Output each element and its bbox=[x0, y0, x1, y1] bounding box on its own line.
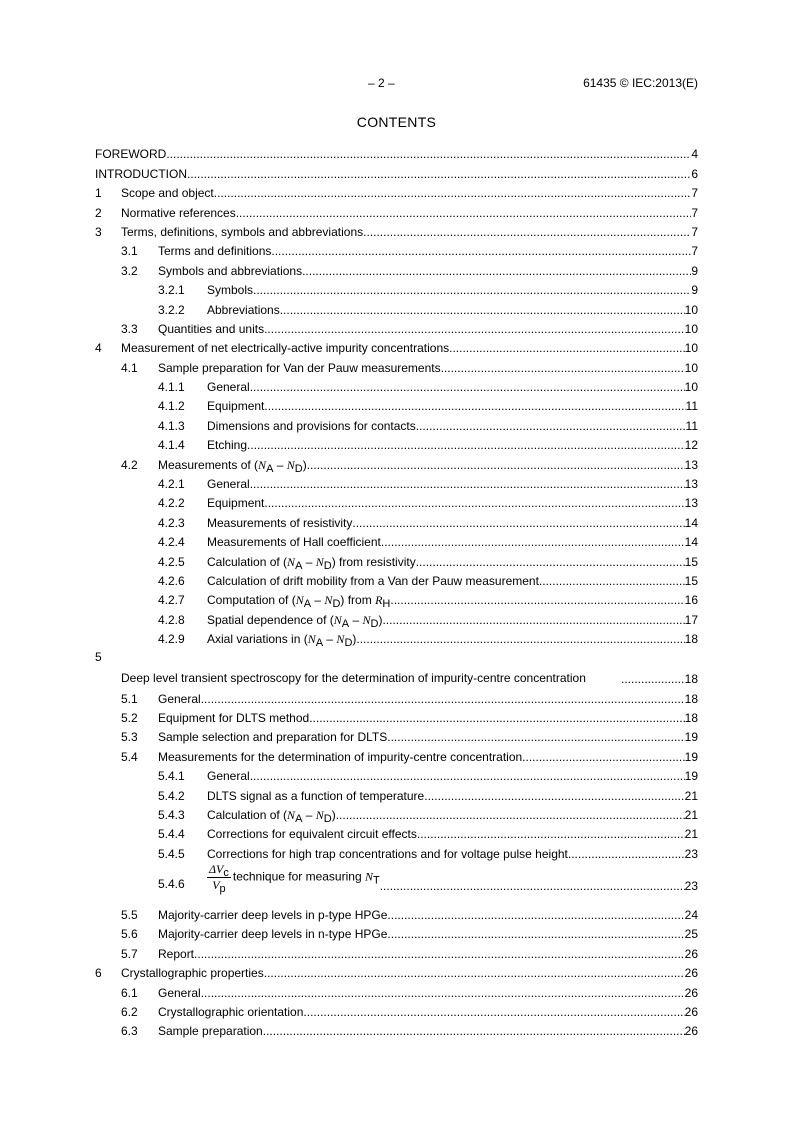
toc-entry-page: 14 bbox=[684, 515, 698, 530]
toc-entry-number: 5.1 bbox=[121, 691, 138, 706]
toc-entry[interactable] bbox=[95, 183, 698, 202]
toc-entry-title: $\frac{\Delta V_c}{V_p}$ technique for measuring $N_T$ bbox=[209, 861, 380, 895]
toc-entry-page: 19 bbox=[684, 769, 698, 784]
toc-entry[interactable] bbox=[95, 843, 698, 862]
toc-entry-number: 1 bbox=[95, 186, 102, 201]
toc-entry-title: DLTS signal as a function of temperature bbox=[207, 788, 425, 803]
dot-leader bbox=[309, 711, 684, 727]
toc-entry-title: Deep level transient spectroscopy for the determination of impurity-centre concentration bbox=[121, 671, 586, 686]
toc-entry-page: 9 bbox=[691, 263, 698, 278]
dot-leader bbox=[424, 789, 684, 805]
toc-entry-title: Quantities and units bbox=[158, 321, 265, 336]
toc-entry-page: 26 bbox=[684, 946, 698, 961]
dot-leader bbox=[387, 730, 684, 746]
toc-entry-page: 10 bbox=[684, 302, 698, 317]
toc-entry-page: 9 bbox=[691, 283, 698, 298]
toc-entry-page: 10 bbox=[684, 360, 698, 375]
toc-entry-number: 5.7 bbox=[121, 946, 138, 961]
dot-leader bbox=[250, 380, 685, 396]
toc-entry-page: 7 bbox=[691, 205, 698, 220]
toc-entry[interactable] bbox=[95, 1002, 698, 1021]
toc-entry[interactable] bbox=[95, 474, 698, 493]
toc-entry-title: Calculation of $(N_A - N_D)$ from resistivity bbox=[207, 554, 416, 572]
toc-entry-title: INTRODUCTION bbox=[95, 166, 187, 181]
toc-entry-number: 5.6 bbox=[121, 927, 138, 942]
toc-entry-number: 4.2.1 bbox=[158, 477, 185, 492]
toc-entry-number: 4.2.7 bbox=[158, 593, 185, 608]
toc-entry-title: General bbox=[207, 769, 250, 784]
fraction-delta-vc-over-vp: $\frac{\Delta V_c}{V_p}$ bbox=[209, 861, 229, 895]
toc-entry[interactable] bbox=[95, 824, 698, 843]
toc-entry-number: 5.4.3 bbox=[158, 807, 185, 822]
toc-entry-number: 5.4.2 bbox=[158, 788, 185, 803]
dot-leader bbox=[621, 672, 685, 688]
toc-entry-number: 3 bbox=[95, 224, 102, 239]
toc-entry-page: 15 bbox=[684, 573, 698, 588]
toc-entry-title: Corrections for high trap concentrations and for voltage pulse height bbox=[207, 846, 568, 861]
toc-entry[interactable] bbox=[95, 648, 698, 688]
toc-entry-page: 23 bbox=[684, 878, 698, 893]
dot-leader bbox=[568, 847, 685, 863]
toc-entry-number: 4 bbox=[95, 341, 102, 356]
toc-entry-title: Measurements of resistivity bbox=[207, 515, 353, 530]
dot-leader bbox=[387, 927, 684, 943]
dot-leader bbox=[253, 283, 691, 299]
toc-entry-number: 3.2 bbox=[121, 263, 138, 278]
toc-entry-title: Corrections for equivalent circuit effects bbox=[207, 827, 417, 842]
toc-entry[interactable] bbox=[95, 532, 698, 551]
toc-entry-page: 14 bbox=[684, 535, 698, 550]
dot-leader bbox=[264, 966, 685, 982]
toc-entry-title: Calculation of $(N_A - N_D)$ bbox=[207, 807, 336, 825]
toc-entry-number: 4.1.1 bbox=[158, 380, 185, 395]
toc-entry-number: 5.2 bbox=[121, 710, 138, 725]
toc-entry[interactable] bbox=[95, 338, 698, 357]
dot-leader bbox=[381, 535, 685, 551]
toc-entry-title: Axial variations in $(N_A - N_D)$ bbox=[207, 632, 357, 650]
toc-entry-number: 3.2.1 bbox=[158, 283, 185, 298]
toc-entry-number: 4.1.3 bbox=[158, 418, 185, 433]
toc-entry-number: 4.2.3 bbox=[158, 515, 185, 530]
toc-entry-page: 6 bbox=[691, 166, 698, 181]
dot-leader bbox=[417, 827, 685, 843]
toc-entry-page: 26 bbox=[684, 1024, 698, 1039]
dot-leader bbox=[264, 322, 685, 338]
toc-entry-number: 3.3 bbox=[121, 321, 138, 336]
toc-entry-number: 4.2.4 bbox=[158, 535, 185, 550]
toc-entry-page: 17 bbox=[684, 612, 698, 627]
toc-entry-number: 4.1 bbox=[121, 360, 138, 375]
toc-entry-number: 6 bbox=[95, 966, 102, 981]
toc-entry[interactable] bbox=[95, 943, 698, 962]
toc-entry-number: 5 bbox=[95, 650, 102, 665]
dot-leader bbox=[201, 692, 685, 708]
toc-entry[interactable] bbox=[95, 454, 698, 473]
toc-entry-number: 3.1 bbox=[121, 244, 138, 259]
toc-entry-page: 13 bbox=[684, 457, 698, 472]
toc-entry-page: 10 bbox=[684, 380, 698, 395]
dot-leader bbox=[201, 986, 685, 1002]
toc-entry-page: 25 bbox=[684, 927, 698, 942]
toc-entry-number: 4.1.2 bbox=[158, 399, 185, 414]
dot-leader bbox=[264, 496, 684, 512]
dot-leader bbox=[356, 632, 684, 648]
toc-entry-title: FOREWORD bbox=[95, 147, 167, 162]
toc-entry-number: 4.2.9 bbox=[158, 632, 185, 647]
toc-entry-title: Majority-carrier deep levels in n-type HPGe bbox=[158, 927, 388, 942]
toc-entry-page: 18 bbox=[684, 691, 698, 706]
dot-leader bbox=[303, 1005, 684, 1021]
dot-leader bbox=[390, 593, 684, 609]
toc-entry-title: Sample preparation for Van der Pauw measurements bbox=[158, 360, 441, 375]
toc-entry[interactable] bbox=[95, 415, 698, 434]
toc-entry[interactable] bbox=[95, 144, 698, 163]
dot-leader bbox=[250, 769, 685, 785]
dot-leader bbox=[380, 879, 685, 905]
dot-leader bbox=[307, 458, 685, 474]
toc-entry[interactable] bbox=[95, 493, 698, 512]
toc-entry[interactable] bbox=[95, 280, 698, 299]
dot-leader bbox=[302, 264, 691, 280]
page-number: – 2 – bbox=[368, 76, 395, 90]
toc-entry-page: 11 bbox=[685, 399, 698, 414]
dot-leader bbox=[263, 1024, 685, 1040]
toc-entry[interactable] bbox=[95, 708, 698, 727]
toc-entry[interactable] bbox=[95, 241, 698, 260]
toc-entry[interactable] bbox=[95, 785, 698, 804]
toc-entry[interactable] bbox=[95, 766, 698, 785]
toc-entry-title: Normative references bbox=[121, 205, 236, 220]
toc-entry-number: 2 bbox=[95, 205, 102, 220]
table-of-contents bbox=[95, 144, 698, 1040]
toc-entry[interactable] bbox=[95, 924, 698, 943]
toc-entry-page: 19 bbox=[684, 730, 698, 745]
toc-entry-title: Crystallographic properties bbox=[121, 966, 264, 981]
toc-entry-number: 5.4.4 bbox=[158, 827, 185, 842]
toc-entry-number: 6.1 bbox=[121, 985, 138, 1000]
toc-entry[interactable] bbox=[95, 963, 698, 982]
toc-entry[interactable] bbox=[95, 863, 698, 905]
dot-leader bbox=[416, 555, 685, 571]
toc-entry-title: Etching bbox=[207, 438, 248, 453]
dot-leader bbox=[214, 186, 692, 202]
toc-entry-number: 5.4.5 bbox=[158, 846, 185, 861]
toc-entry-title: Equipment for DLTS method bbox=[158, 710, 310, 725]
toc-entry-number: 3.2.2 bbox=[158, 302, 185, 317]
dot-leader bbox=[236, 206, 692, 222]
toc-entry-title: General bbox=[158, 691, 201, 706]
dot-leader bbox=[352, 516, 684, 532]
toc-entry-title: Majority-carrier deep levels in p-type HPGe bbox=[158, 908, 388, 923]
toc-entry-number: 6.3 bbox=[121, 1024, 138, 1039]
toc-entry-number: 5.5 bbox=[121, 908, 138, 923]
toc-entry-title: Abbreviations bbox=[207, 302, 280, 317]
toc-entry-number: 6.2 bbox=[121, 1005, 138, 1020]
toc-entry-title: Measurements for the determination of impurity-centre concentration bbox=[158, 749, 523, 764]
toc-entry-page: 26 bbox=[684, 966, 698, 981]
toc-entry-title: General bbox=[207, 380, 250, 395]
toc-entry[interactable] bbox=[95, 299, 698, 318]
toc-entry[interactable] bbox=[95, 396, 698, 415]
toc-entry-page: 26 bbox=[684, 1005, 698, 1020]
toc-entry[interactable] bbox=[95, 805, 698, 824]
toc-entry[interactable] bbox=[95, 319, 698, 338]
toc-entry-number: 5.4.6 bbox=[158, 876, 185, 891]
toc-entry[interactable] bbox=[95, 571, 698, 590]
dot-leader bbox=[382, 613, 684, 629]
toc-entry[interactable] bbox=[95, 512, 698, 531]
toc-entry-number: 4.2.2 bbox=[158, 496, 185, 511]
toc-entry[interactable] bbox=[95, 629, 698, 648]
toc-entry-number: 4.1.4 bbox=[158, 438, 185, 453]
toc-entry[interactable] bbox=[95, 1021, 698, 1040]
dot-leader bbox=[539, 574, 685, 590]
dot-leader bbox=[336, 808, 685, 824]
toc-entry-page: 23 bbox=[684, 846, 698, 861]
toc-entry[interactable] bbox=[95, 551, 698, 570]
toc-entry[interactable] bbox=[95, 377, 698, 396]
toc-entry[interactable] bbox=[95, 260, 698, 279]
toc-entry-number: 5.4 bbox=[121, 749, 138, 764]
dot-leader bbox=[247, 438, 685, 454]
toc-entry-page: 16 bbox=[684, 593, 698, 608]
dot-leader bbox=[416, 419, 686, 435]
toc-entry-title: Scope and object bbox=[121, 186, 214, 201]
dot-leader bbox=[387, 908, 684, 924]
toc-entry-title: Terms, definitions, symbols and abbreviations bbox=[121, 224, 364, 239]
toc-entry-title: Dimensions and provisions for contacts bbox=[207, 418, 416, 433]
toc-entry[interactable] bbox=[95, 727, 698, 746]
toc-entry[interactable] bbox=[95, 982, 698, 1001]
toc-entry-page: 21 bbox=[684, 827, 698, 842]
toc-entry-title: Report bbox=[158, 946, 195, 961]
dot-leader bbox=[264, 399, 685, 415]
toc-entry-number: 4.2.8 bbox=[158, 612, 185, 627]
toc-entry[interactable] bbox=[95, 222, 698, 241]
document-reference: 61435 © IEC:2013(E) bbox=[583, 76, 698, 90]
toc-entry-page: 26 bbox=[684, 985, 698, 1000]
toc-entry-number: 4.2.5 bbox=[158, 554, 185, 569]
toc-entry-title: Measurements of $(N_A - N_D)$ bbox=[158, 457, 307, 475]
toc-entry-title: Spatial dependence of $(N_A - N_D)$ bbox=[207, 612, 383, 630]
toc-entry-number: 4.2.6 bbox=[158, 573, 185, 588]
toc-entry-page: 4 bbox=[691, 147, 698, 162]
toc-entry-page: 18 bbox=[684, 672, 698, 687]
toc-entry-title: Symbols bbox=[207, 283, 254, 298]
toc-entry-title: Equipment bbox=[207, 496, 265, 511]
toc-entry-number: 5.3 bbox=[121, 730, 138, 745]
toc-entry-title: Measurement of net electrically-active impurity concentrations bbox=[121, 341, 450, 356]
toc-entry-title: Crystallographic orientation bbox=[158, 1005, 304, 1020]
toc-entry[interactable] bbox=[95, 202, 698, 221]
toc-entry-page: 11 bbox=[685, 418, 698, 433]
toc-entry-page: 21 bbox=[684, 807, 698, 822]
toc-entry-title: Terms and definitions bbox=[158, 244, 272, 259]
toc-entry[interactable] bbox=[95, 609, 698, 628]
toc-entry-page: 7 bbox=[691, 224, 698, 239]
toc-entry-number: 4.2 bbox=[121, 457, 138, 472]
toc-entry[interactable] bbox=[95, 590, 698, 609]
toc-entry-page: 18 bbox=[684, 710, 698, 725]
toc-entry-page: 10 bbox=[684, 341, 698, 356]
toc-entry-page: 10 bbox=[684, 321, 698, 336]
toc-entry-title: Calculation of drift mobility from a Van der Pauw measurement bbox=[207, 573, 539, 588]
dot-leader bbox=[194, 947, 685, 963]
toc-entry-page: 19 bbox=[684, 749, 698, 764]
toc-entry[interactable] bbox=[95, 435, 698, 454]
toc-entry[interactable] bbox=[95, 688, 698, 707]
toc-entry-number: 5.4.1 bbox=[158, 769, 185, 784]
page-title: CONTENTS bbox=[356, 114, 437, 130]
toc-entry-page: 13 bbox=[684, 477, 698, 492]
dot-leader bbox=[271, 244, 691, 260]
toc-entry-page: 7 bbox=[691, 244, 698, 259]
toc-entry-title: General bbox=[158, 985, 201, 1000]
toc-entry-title: Sample selection and preparation for DLTS bbox=[158, 730, 388, 745]
toc-entry-page: 24 bbox=[684, 908, 698, 923]
toc-entry-page: 13 bbox=[684, 496, 698, 511]
toc-entry[interactable] bbox=[95, 746, 698, 765]
toc-entry-title: Measurements of Hall coefficient bbox=[207, 535, 381, 550]
toc-entry-page: 21 bbox=[684, 788, 698, 803]
toc-entry-page: 18 bbox=[684, 632, 698, 647]
dot-leader bbox=[441, 361, 685, 377]
toc-entry-title: Symbols and abbreviations bbox=[158, 263, 303, 278]
dot-leader bbox=[187, 167, 691, 183]
dot-leader bbox=[522, 750, 684, 766]
toc-entry-page: 7 bbox=[691, 186, 698, 201]
toc-entry[interactable] bbox=[95, 357, 698, 376]
toc-entry-title: Equipment bbox=[207, 399, 265, 414]
dot-leader bbox=[250, 477, 685, 493]
toc-entry-title: Computation of $(N_A - N_D)$ from $R_H$ bbox=[207, 593, 391, 611]
toc-entry[interactable] bbox=[95, 905, 698, 924]
toc-entry-page: 15 bbox=[684, 554, 698, 569]
toc-entry[interactable] bbox=[95, 163, 698, 182]
dot-leader bbox=[363, 225, 691, 241]
dot-leader bbox=[166, 147, 691, 163]
toc-entry-title: Sample preparation bbox=[158, 1024, 263, 1039]
toc-entry-page: 12 bbox=[684, 438, 698, 453]
dot-leader bbox=[280, 303, 685, 319]
toc-entry-title: General bbox=[207, 477, 250, 492]
page-header bbox=[0, 76, 793, 94]
dot-leader bbox=[449, 341, 685, 357]
